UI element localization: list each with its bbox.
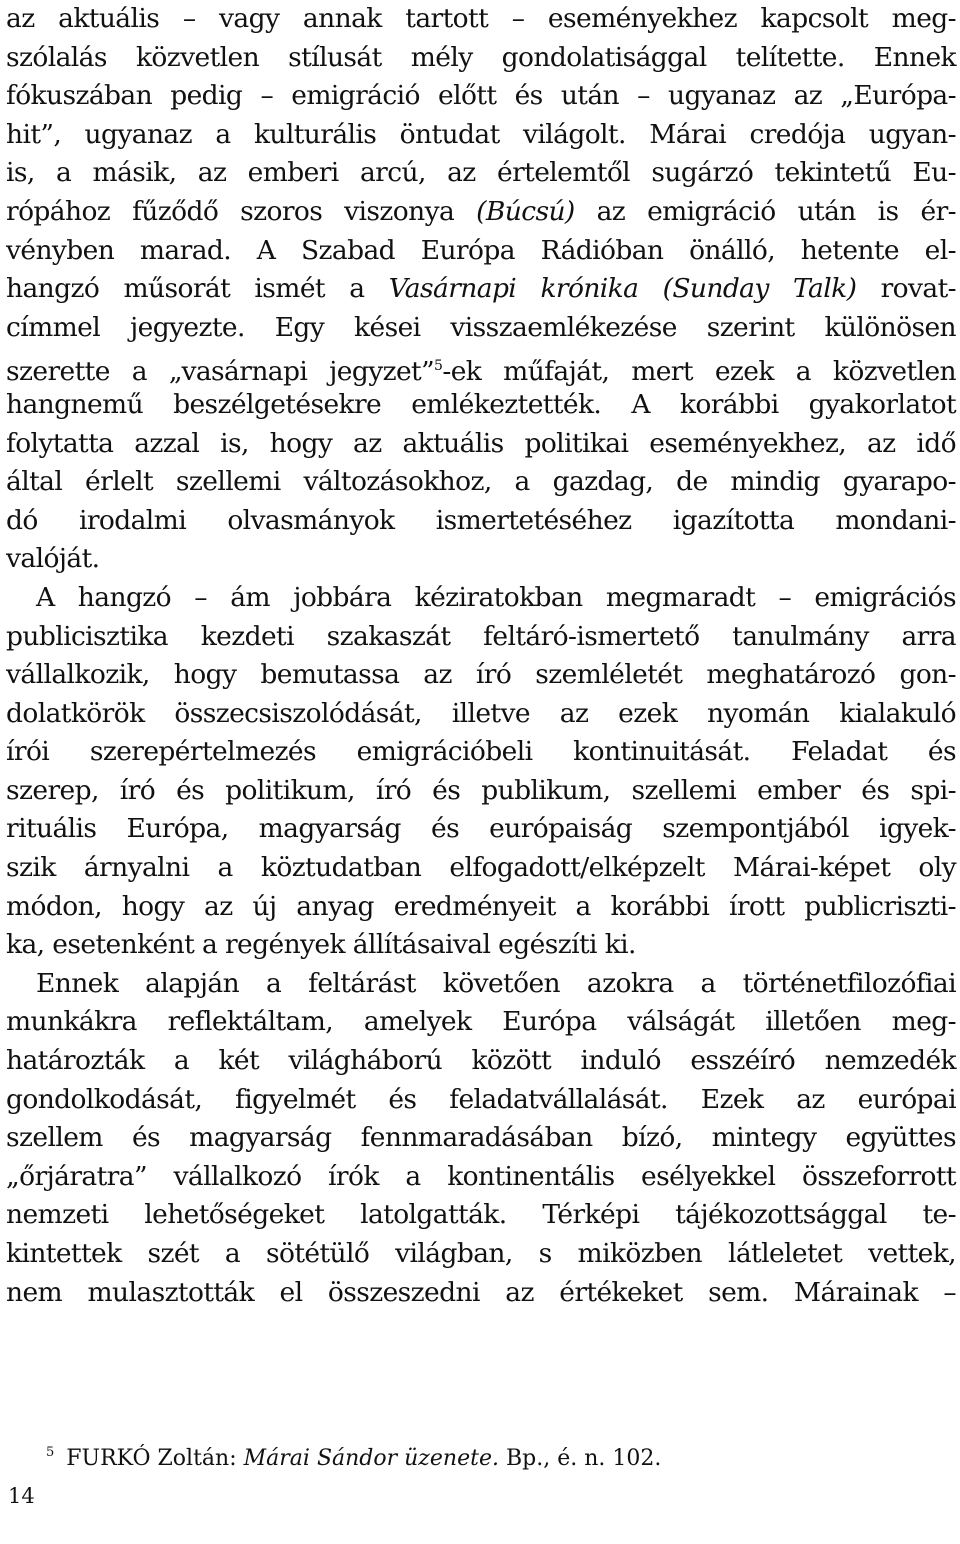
text-line: folytatta azzal is, hogy az aktuális politikai eseményekhez, az idő	[6, 427, 956, 459]
footnote-reference: 5	[434, 358, 443, 375]
italic-title: (Búcsú)	[476, 195, 575, 227]
text-line: gondolkodását, figyelmét és feladatvállalását. Ezek az európai	[6, 1083, 956, 1115]
text-line: munkákra reflektáltam, amelyek Európa válságát illetően meg-	[6, 1006, 956, 1038]
text-run: szerette a „vasárnapi jegyzet”	[6, 356, 435, 388]
text-line	[6, 270, 956, 309]
text-line: rituális Európa, magyarság és európaiság szempontjából igyek-	[6, 813, 956, 845]
text-line: címmel jegyezte. Egy kései visszaemlékezése szerint különösen	[6, 311, 956, 343]
body-text	[6, 0, 956, 1312]
text-run: -ek műfaját, mert ezek a közvetlen	[442, 356, 956, 388]
footnote-number: 5	[46, 1445, 55, 1460]
text-run: az emigráció után is ér-	[574, 195, 956, 227]
text-line	[6, 193, 956, 232]
text-line: szerep, író és politikum, író és publikum, szellemi ember és spi-	[6, 774, 956, 806]
text-line: nem mulasztották el összeszedni az értékeket sem. Márainak –	[6, 1276, 956, 1308]
text-line: határozták a két világháború között induló esszéíró nemzedék	[6, 1045, 956, 1077]
footnote	[46, 1433, 946, 1479]
text-line: szellem és magyarság fennmaradásában bízó, mintegy együttes	[6, 1122, 956, 1154]
text-line: írói szerepértelmezés emigrációbeli kontinuitását. Feladat és	[6, 736, 956, 768]
text-line: vállalkozik, hogy bemutassa az író szemléletét meghatározó gon-	[6, 659, 956, 691]
text-line: szólalás közvetlen stílusát mély gondolatisággal telítette. Ennek	[6, 41, 956, 73]
footnote-publication: Bp., é. n. 102.	[505, 1446, 662, 1471]
text-line: hit”, ugyanaz a kulturális öntudat világolt. Márai credója ugyan-	[6, 118, 956, 150]
text-line: nemzeti lehetőségeket latolgatták. Térképi tájékozottsággal te-	[6, 1199, 956, 1231]
footnote-author: FURKÓ Zoltán:	[66, 1446, 237, 1471]
text-line: által érlelt szellemi változásokhoz, a gazdag, de mindig gyarapo-	[6, 466, 956, 498]
footnote-title: Márai Sándor üzenete.	[243, 1446, 499, 1471]
text-line: dolatkörök összecsiszolódását, illetve az ezek nyomán kialakuló	[6, 697, 956, 729]
text-run: rovat-	[856, 273, 956, 305]
text-line: A hangzó – ám jobbára kéziratokban megmaradt – emigrációs	[36, 581, 956, 613]
text-line: valóját.	[6, 543, 100, 575]
text-line	[6, 347, 956, 386]
text-line: publicisztika kezdeti szakaszát feltáró-ismertető tanulmány arra	[6, 620, 956, 652]
text-line: kintettek szét a sötétülő világban, s miközben látleletet vettek,	[6, 1238, 956, 1269]
text-line: „őrjáratra” vállalkozó írók a kontinentális esélyekkel összeforrott	[6, 1160, 956, 1192]
text-line: is, a másik, az emberi arcú, az értelemtől sugárzó tekintetű Eu-	[6, 157, 956, 189]
text-line: dó irodalmi olvasmányok ismertetéséhez igazította mondani-	[6, 504, 956, 536]
text-run: hangzó műsorát ismét a	[6, 273, 389, 305]
text-line: ka, esetenként a regények állításaival egészíti ki.	[6, 929, 636, 961]
italic-title: Vasárnapi krónika (Sunday Talk)	[388, 273, 857, 305]
page-number: 14	[8, 1484, 35, 1508]
text-line: fókuszában pedig – emigráció előtt és után – ugyanaz az „Európa-	[6, 80, 956, 112]
text-line: módon, hogy az új anyag eredményeit a korábbi írott publicriszti-	[6, 890, 956, 922]
text-line: szik árnyalni a köztudatban elfogadott/elképzelt Márai-képet oly	[6, 852, 956, 884]
text-run: rópához fűződő szoros viszonya	[6, 195, 477, 227]
text-line: az aktuális – vagy annak tartott – eseményekhez kapcsolt meg-	[6, 3, 956, 34]
text-line: hangnemű beszélgetésekre emlékeztették. A korábbi gyakorlatot	[6, 388, 956, 420]
text-line: vényben marad. A Szabad Európa Rádióban önálló, hetente el-	[6, 234, 956, 266]
text-line: Ennek alapján a feltárást követően azokra a történetfilozófiai	[36, 967, 956, 999]
